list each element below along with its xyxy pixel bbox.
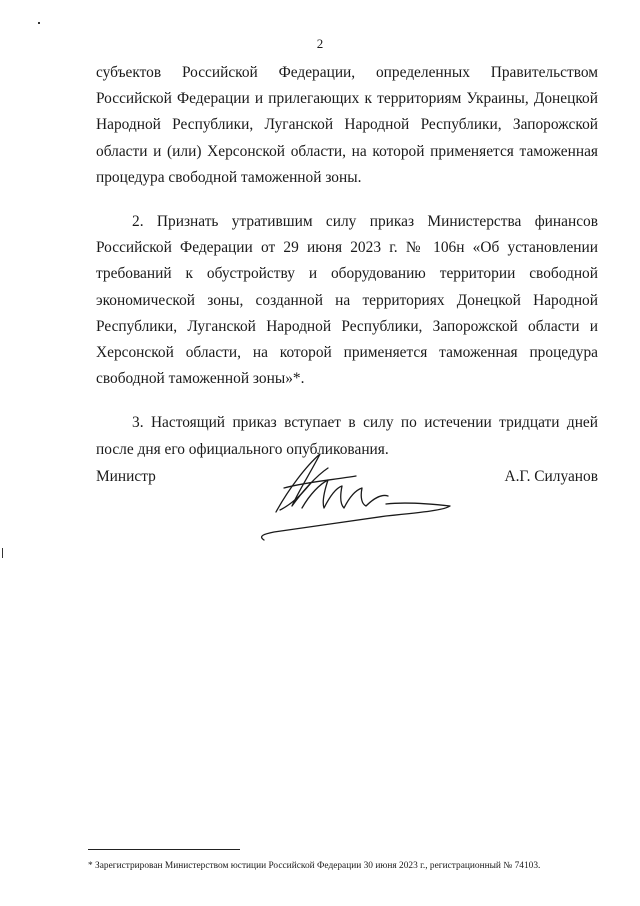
document-body: [96, 60, 598, 463]
paragraph-item-2: 2. Признать утратившим силу приказ Министерства финансов Российской Федерации от 29 июня 2023 г. № 106н «Об установлении требований к обустройству и оборудованию территории свободной экономической зоны, созданной на территориях Донецкой Народной Республики, Луганской Народной Республики, Запорожской области и Херсонской области, на которой применяется таможенная процедура свободной таможенной зоны»*.: [96, 213, 598, 388]
signature-block: [96, 468, 598, 548]
footnote: * Зарегистрирован Министерством юстиции Российской Федерации 30 июня 2023 г., регистрационный № 74103.: [88, 861, 541, 871]
page-number: 2: [316, 36, 324, 51]
signatory-name: А.Г. Силуанов: [504, 468, 598, 485]
scan-speck: [2, 548, 3, 558]
scan-speck: [38, 22, 40, 24]
signatory-title: Министр: [96, 468, 156, 485]
paragraph-continuation: субъектов Российской Федерации, определенных Правительством Российской Федерации и прилегающих к территориям Украины, Донецкой Народной Республики, Луганской Народной Республики, Запорожской области и (или) Херсонской области, на которой применяется таможенная процедура свободной таможенной зоны.: [96, 64, 598, 186]
handwritten-signature: [236, 446, 466, 546]
footnote-divider: [88, 849, 240, 850]
paragraph-item-3: 3. Настоящий приказ вступает в силу по истечении тридцати дней после дня его официального опубликования.: [96, 414, 598, 458]
